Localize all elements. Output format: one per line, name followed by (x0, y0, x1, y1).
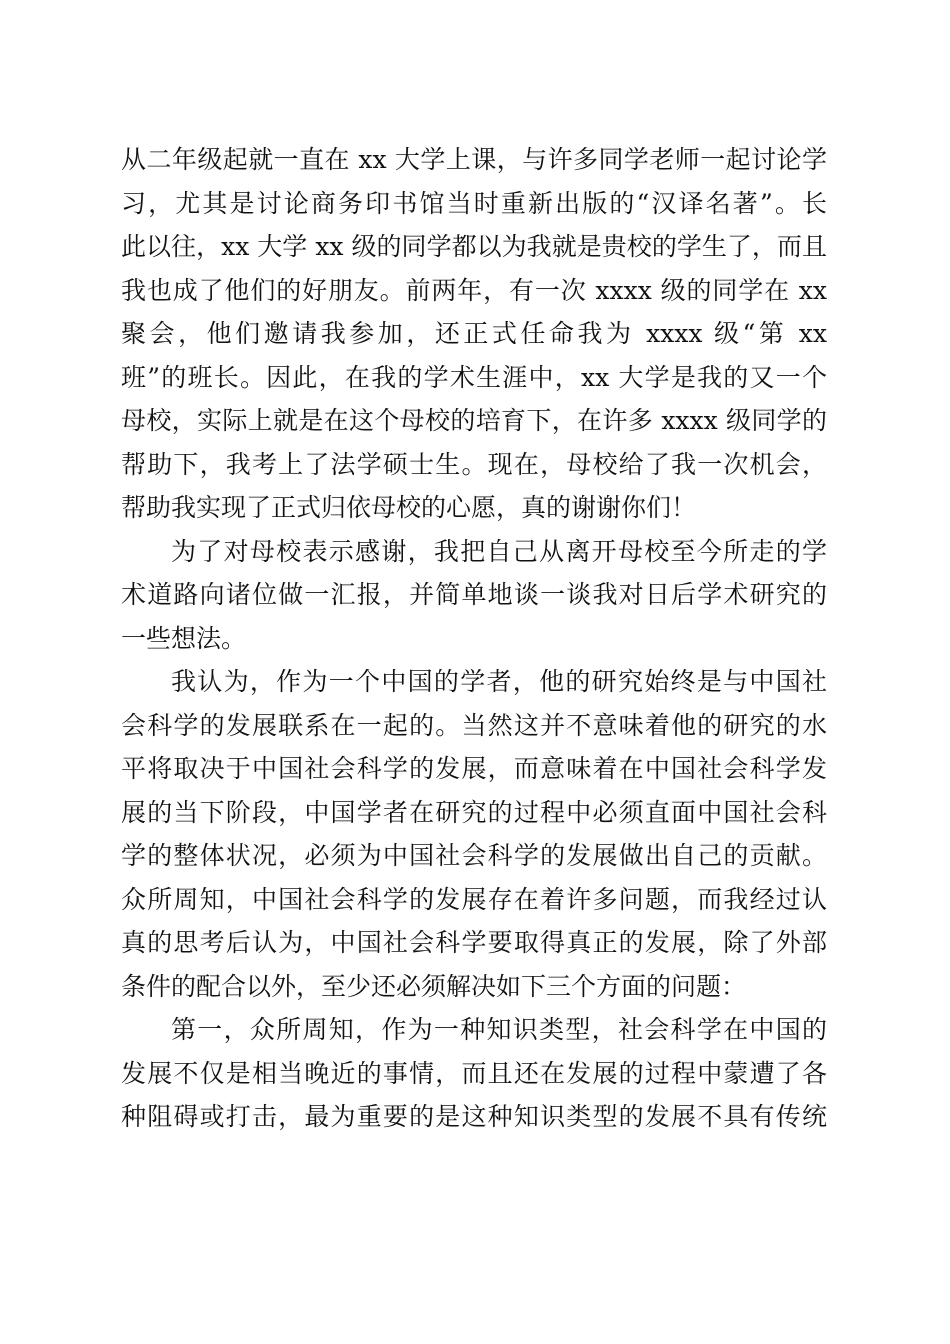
text-line: 众所周知，中国社会科学的发展存在着许多问题，而我经过认 (121, 884, 827, 914)
paragraph-2 (121, 530, 827, 661)
text-line: 习，尤其是讨论商务印书馆当时重新出版的“汉译名著”。长 (121, 188, 827, 218)
text-line: 帮助我实现了正式归依母校的心愿，真的谢谢你们！ (121, 493, 697, 522)
text-line: 条件的配合以外，至少还必须解决如下三个方面的问题： (121, 971, 747, 1001)
text-line: 我认为，作为一个中国的学者，他的研究始终是与中国社 (171, 667, 827, 696)
text-line: 真的思考后认为，中国社会科学要取得真正的发展，除了外部 (121, 928, 827, 957)
text-line: 一些想法。 (121, 623, 247, 653)
text-line: 会科学的发展联系在一起的。当然这并不意味着他的研究的水 (121, 710, 827, 740)
text-line: 帮助下，我考上了法学硕士生。现在，母校给了我一次机会， (121, 449, 827, 479)
paragraph-3 (121, 660, 827, 1008)
document-body (121, 138, 827, 1139)
text-line: 种阻碍或打击，最为重要的是这种知识类型的发展不具有传统 (121, 1102, 827, 1131)
text-line: 术道路向诸位做一汇报，并简单地谈一谈我对日后学术研究的 (121, 580, 827, 609)
text-line: 此以往，xx 大学 xx 级的同学都以为我就是贵校的学生了，而且 (121, 232, 827, 261)
paragraph-4 (121, 1008, 827, 1139)
text-line: 发展不仅是相当晚近的事情，而且还在发展的过程中蒙遭了各 (121, 1058, 827, 1088)
text-line: 我也成了他们的好朋友。前两年，有一次 xxxx 级的同学在 xx (121, 275, 827, 305)
text-line: 母校，实际上就是在这个母校的培育下，在许多 xxxx 级同学的 (121, 406, 827, 435)
text-line: 第一，众所周知，作为一种知识类型，社会科学在中国的 (171, 1015, 827, 1044)
text-line: 班”的班长。因此，在我的学术生涯中，xx 大学是我的又一个 (121, 362, 827, 392)
text-line: 学的整体状况，必须为中国社会科学的发展做出自己的贡献。 (121, 841, 827, 870)
text-line: 平将取决于中国社会科学的发展，而意味着在中国社会科学发 (121, 754, 827, 783)
text-line: 聚会，他们邀请我参加，还正式任命我为 xxxx 级“第 xx (121, 319, 827, 348)
text-line: 展的当下阶段，中国学者在研究的过程中必须直面中国社会科 (121, 797, 827, 827)
text-line: 为了对母校表示感谢，我把自己从离开母校至今所走的学 (171, 536, 827, 566)
text-line: 从二年级起就一直在 xx 大学上课，与许多同学老师一起讨论学 (121, 145, 827, 174)
paragraph-1 (121, 138, 827, 530)
